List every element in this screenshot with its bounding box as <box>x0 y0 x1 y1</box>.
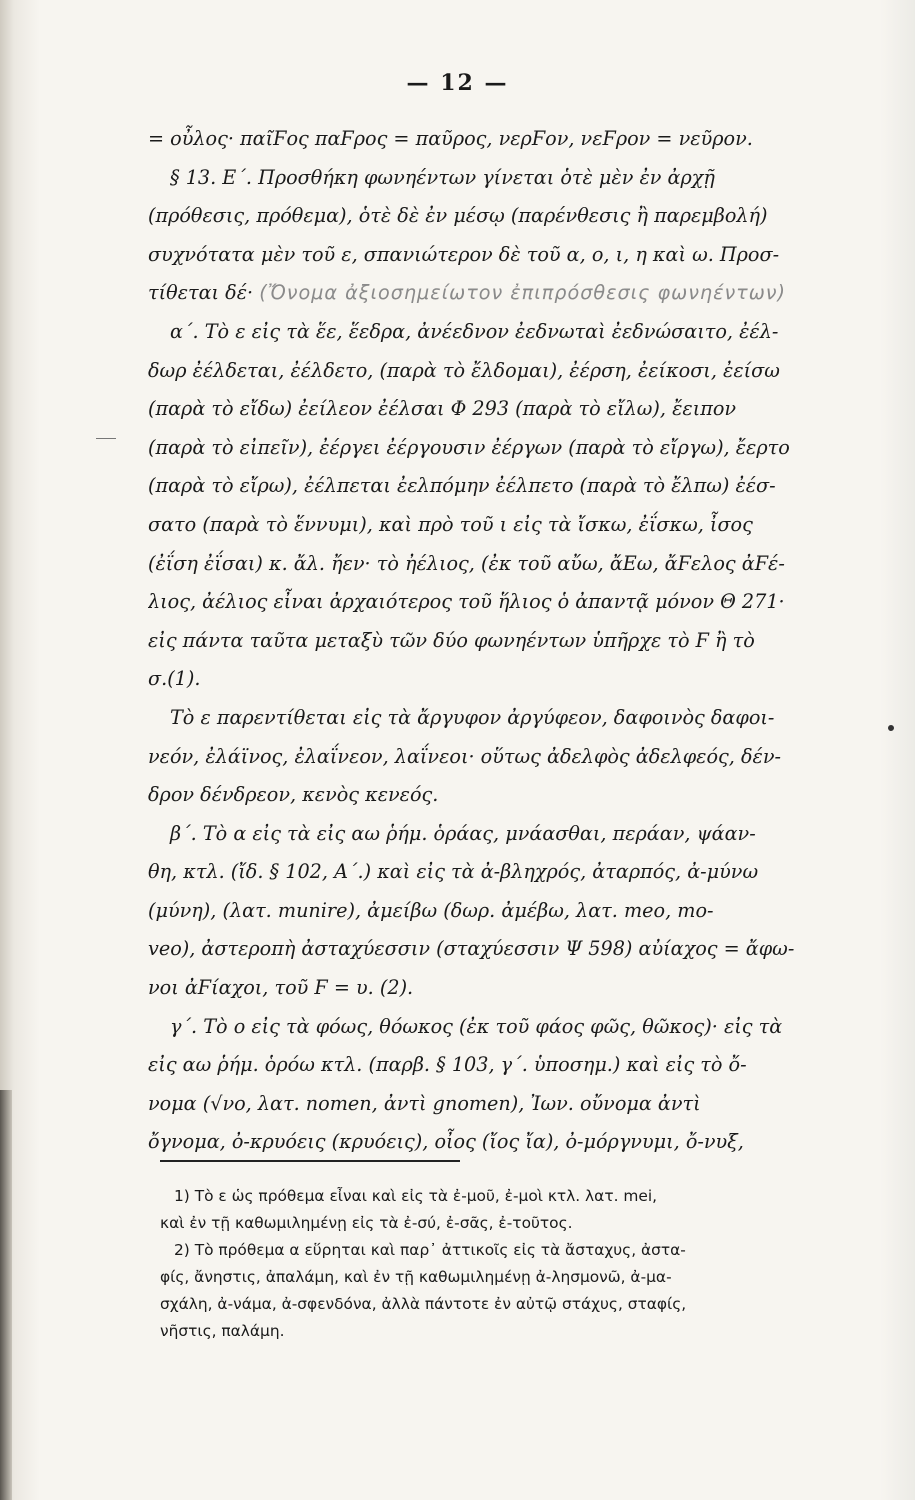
body-line: εἰς αω ῥήμ. ὁρόω κτλ. (παρβ. § 103, γ΄. ὑποσημ.) καὶ εἰς τὸ ὄ- <box>148 1053 747 1077</box>
body-line: σ.(1). <box>148 667 201 691</box>
body-line: ὄγνομα, ὀ-κρυόεις (κρυόεις), οἶος (ἴος ἴα), ὀ-μόργνυμι, ὄ-νυξ, <box>148 1130 744 1154</box>
section-heading-line: § 13. Ε΄. Προσθήκη φωνηέντων γίνεται ὁτὲ μὲν ἐν ἀρχῇ <box>170 165 715 189</box>
body-line-fragment: τίθεται δέ· <box>148 281 254 305</box>
body-text <box>148 120 860 1162</box>
body-line: γ΄. Τὸ ο εἰς τὰ φόως, θόωκος (ἐκ τοῦ φάος φῶς, θῶκος)· εἰς τὰ <box>170 1014 783 1038</box>
body-line: (παρὰ τὸ εἴδω) ἐείλεον ἐέλσαι Φ 293 (παρὰ τὸ εἴλω), ἔειπον <box>148 397 737 421</box>
body-line: νοι ἀϜίαχοι, τοῦ Ϝ = υ. (2). <box>148 976 414 1000</box>
body-line: Τὸ ε παρεντίθεται εἰς τὰ ἄργυφον ἀργύφεον, δαφοινὸς δαφοι- <box>170 705 775 729</box>
body-line: (παρὰ τὸ εἰπεῖν), ἐέργει ἐέργουσιν ἐέργων (παρὰ τὸ εἴργω), ἔερτο <box>148 435 790 459</box>
body-line: (πρόθεσις, πρόθεμα), ὁτὲ δὲ ἐν μέσῳ (παρένθεσις ἢ παρεμβολή) <box>148 204 768 228</box>
body-line: β΄. Τὸ α εἰς τὰ εἰς αω ῥήμ. ὁράας, μνάασθαι, περάαν, ψάαν- <box>170 821 756 845</box>
footnote-separator <box>160 1160 460 1162</box>
body-line: σατο (παρὰ τὸ ἕννυμι), καὶ πρὸ τοῦ ι εἰς τὰ ἴσκω, ἐΐσκω, ἶσος <box>148 512 753 536</box>
footnote-line: καὶ ἐν τῇ καθωμιλημένῃ εἰς τὰ ἐ-σύ, ἐ-σᾶς, ἐ-τοῦτος. <box>160 1214 573 1232</box>
margin-dot <box>888 725 894 731</box>
body-line: δωρ ἐέλδεται, ἐέλδετο, (παρὰ τὸ ἔλδομαι), ἐέρση, ἐείκοσι, ἐείσω <box>148 358 780 382</box>
footnote-line: 2) Τὸ πρόθεμα α εὕρηται καὶ παρ᾽ ἀττικοῖς εἰς τὰ ἄσταχυς, ἀστα- <box>174 1241 686 1259</box>
body-line: συχνότατα μὲν τοῦ ε, σπανιώτερον δὲ τοῦ α, ο, ι, η καὶ ω. Προσ- <box>148 242 780 266</box>
footnotes <box>160 1183 870 1345</box>
spine-shadow <box>0 1090 12 1500</box>
margin-mark <box>96 438 116 439</box>
body-line: (ἐΐση ἐΐσαι) κ. ἄλ. ἤεν· τὸ ἠέλιος, (ἐκ τοῦ αὔω, ἄΕω, ἄϜελος ἀϜέ- <box>148 551 785 575</box>
footnote-line: φίς, ἄνηστις, ἀπαλάμη, καὶ ἐν τῇ καθωμιλημένῃ ἀ-λησμονῶ, ἀ-μα- <box>160 1268 672 1286</box>
body-line-with-note <box>148 274 860 313</box>
body-line: α΄. Τὸ ε εἰς τὰ ἕε, ἕεδρα, ἀνέεδνον ἐεδνωταὶ ἐεδνώσαιτο, ἐέλ- <box>170 319 779 343</box>
body-line: veo), ἀστεροπὴ ἀσταχύεσσιν (σταχύεσσιν Ψ 598) αὐίαχος = ἄφω- <box>148 937 795 961</box>
page-number: — 12 — <box>406 70 509 96</box>
footnote-line: νῆστις, παλάμη. <box>160 1322 285 1340</box>
body-line: νεόν, ἐλάϊνος, ἐλαΐνεον, λαΐνεοι· οὕτως ἀδελφὸς ἀδελφεός, δέν- <box>148 744 781 768</box>
handwritten-note: (Ὄνομα ἀξιοσημείωτον ἐπιπρόσθεσις φωνηέντων) <box>259 281 786 305</box>
body-line: (μύνη), (λατ. munire), ἀμείβω (δωρ. ἀμέβω, λατ. meo, mo- <box>148 898 714 922</box>
body-line: νομα (√νο, λατ. nomen, ἀντὶ gnomen), Ἰων. οὔνομα ἀντὶ <box>148 1091 701 1115</box>
body-line: λιος, ἀέλιος εἶναι ἀρχαιότερος τοῦ ἥλιος ὁ ἀπαντᾷ μόνον Θ 271· <box>148 590 785 614</box>
footnote-line: σχάλη, ἀ-νάμα, ἀ-σφενδόνα, ἀλλὰ πάντοτε ἐν αὐτῷ στάχυς, σταφίς, <box>160 1295 687 1313</box>
body-line: εἰς πάντα ταῦτα μεταξὺ τῶν δύο φωνηέντων ὑπῆρχε τὸ Ϝ ἢ τὸ <box>148 628 755 652</box>
body-line: δρον δένδρεον, κενὸς κενεός. <box>148 783 439 807</box>
body-line: θη, κτλ. (ἴδ. § 102, Α΄.) καὶ εἰς τὰ ἀ-βληχρός, ἀταρπός, ἀ-μύνω <box>148 860 759 884</box>
body-line: (παρὰ τὸ εἴρω), ἐέλπεται ἐελπόμην ἐέλπετο (παρὰ τὸ ἔλπω) ἐέσ- <box>148 474 776 498</box>
body-line: = οὖλος· παῖϜος παϜρος = παῦρος, νερϜον, νεϜρον = νεῦρον. <box>148 127 753 150</box>
footnote-line: 1) Τὸ ε ὡς πρόθεμα εἶναι καὶ εἰς τὰ ἐ-μοῦ, ἐ-μοὶ κτλ. λατ. mei, <box>174 1187 657 1205</box>
